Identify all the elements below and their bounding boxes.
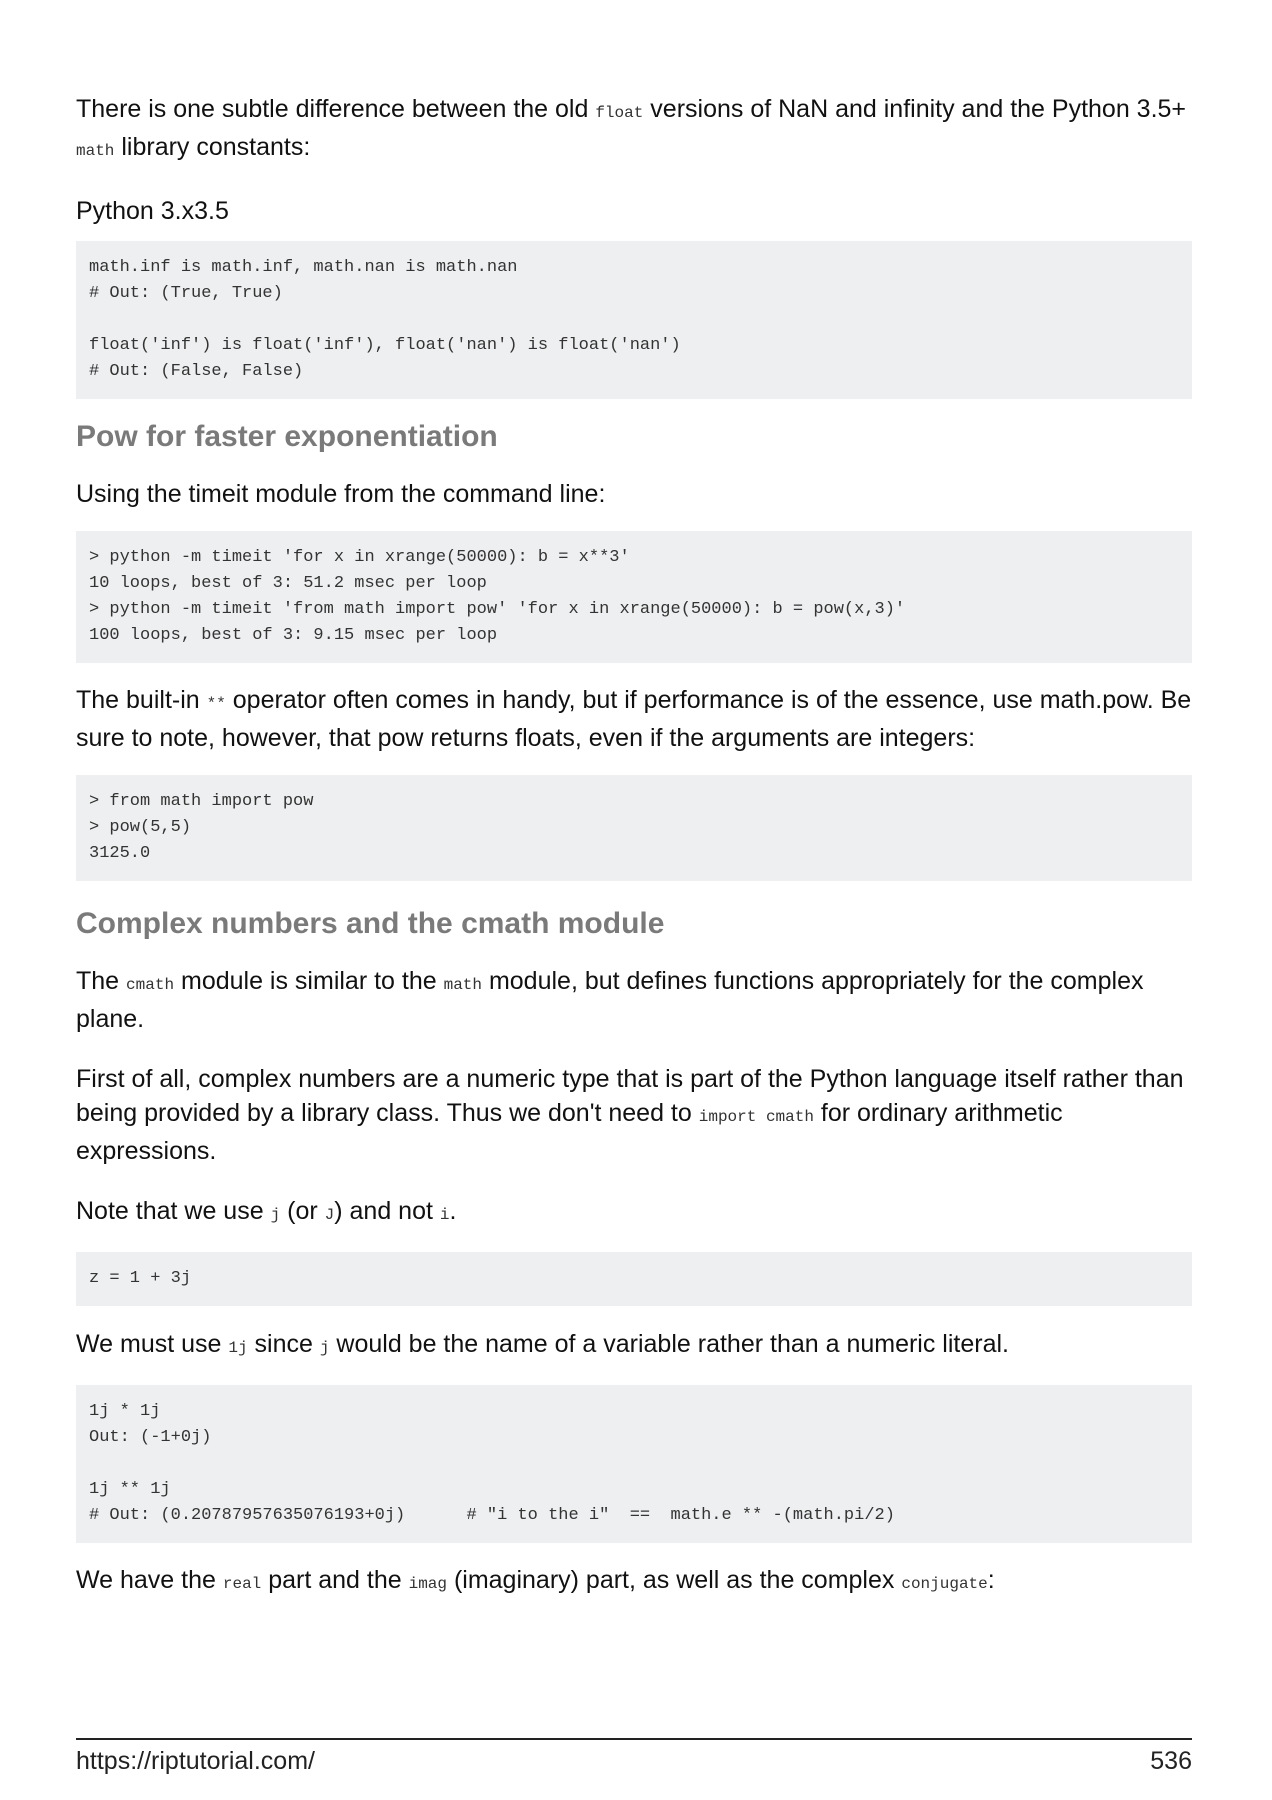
paragraph-real-imag	[76, 1563, 1192, 1601]
footer-url-link[interactable]: https://riptutorial.com/	[76, 1747, 315, 1775]
text: We have the	[76, 1566, 223, 1594]
text: First of all, complex numbers are a numeric type that is part of the Python language itself rather than being provided by a library class. Thus we don't need to	[76, 1065, 1184, 1127]
paragraph-nan-difference	[76, 92, 1192, 168]
inline-code: imag	[408, 1575, 447, 1593]
text: library constants:	[114, 133, 311, 161]
paragraph-builtin-operator	[76, 683, 1192, 755]
paragraph-complex-type	[76, 1062, 1192, 1168]
text: We must use	[76, 1330, 229, 1358]
inline-code: i	[439, 1206, 450, 1224]
text: ) and not	[334, 1197, 440, 1225]
text: operator often comes in handy, but if performance is of the essence, use math.pow. Be sure to note, however, that pow returns floats, even if the arguments are integers:	[76, 686, 1192, 752]
inline-code: real	[222, 1575, 262, 1593]
text: module, but defines functions appropriately for the complex plane.	[76, 967, 1144, 1033]
text: :	[987, 1566, 995, 1594]
text: for ordinary arithmetic expressions.	[76, 1099, 1063, 1165]
page-content	[76, 95, 1192, 1601]
text: part and the	[261, 1566, 409, 1594]
inline-code: float	[595, 104, 644, 122]
text: module is similar to the	[174, 967, 444, 995]
code-block-timeit: > python -m timeit 'for x in xrange(50000): b = x**3' 10 loops, best of 3: 51.2 msec per loop > python -m timeit 'from math import pow' 'for x in xrange(50000): b = pow(x,3)' 100 loops, best of 3: 9.15 msec per loop	[76, 531, 1192, 663]
code-block-pow: > from math import pow > pow(5,5) 3125.0	[76, 775, 1192, 881]
paragraph-cmath	[76, 964, 1192, 1036]
text: There is one subtle difference between the old	[76, 95, 596, 123]
text: versions of NaN and infinity and the Python 3.5+	[643, 95, 1187, 123]
footer-divider	[76, 1738, 1192, 1740]
text: since	[247, 1330, 320, 1358]
text: (or	[280, 1197, 325, 1225]
paragraph-1j	[76, 1327, 1192, 1365]
inline-code: **	[206, 695, 226, 713]
inline-code: math	[76, 142, 115, 160]
inline-code: 1j	[228, 1339, 248, 1357]
section-heading-pow: Pow for faster exponentiation	[76, 420, 498, 453]
paragraph-timeit: Using the timeit module from the command line:	[76, 480, 606, 508]
text: would be the name of a variable rather than a numeric literal.	[329, 1330, 1009, 1358]
page-number: 536	[1150, 1747, 1192, 1775]
paragraph-j-note	[76, 1194, 1192, 1232]
version-label: Python 3.x3.5	[76, 197, 229, 225]
inline-code: import cmath	[698, 1108, 814, 1126]
text: Note that we use	[76, 1197, 271, 1225]
inline-code: j	[319, 1339, 330, 1357]
code-block-inf-nan: math.inf is math.inf, math.nan is math.nan # Out: (True, True) float('inf') is float('inf'), float('nan') is float('nan') # Out: (False, False)	[76, 241, 1192, 399]
inline-code: math	[443, 976, 482, 994]
text: The built-in	[76, 686, 207, 714]
text: .	[449, 1197, 457, 1225]
section-heading-complex: Complex numbers and the cmath module	[76, 907, 665, 940]
text: The	[76, 967, 127, 995]
inline-code: J	[324, 1206, 335, 1224]
inline-code: cmath	[126, 976, 175, 994]
code-block-z: z = 1 + 3j	[76, 1252, 1192, 1306]
inline-code: j	[270, 1206, 281, 1224]
code-block-1j: 1j * 1j Out: (-1+0j) 1j ** 1j # Out: (0.20787957635076193+0j) # "i to the i" == math.e ** -(math.pi/2)	[76, 1385, 1192, 1543]
text: (imaginary) part, as well as the complex	[447, 1566, 902, 1594]
inline-code: conjugate	[901, 1575, 988, 1593]
